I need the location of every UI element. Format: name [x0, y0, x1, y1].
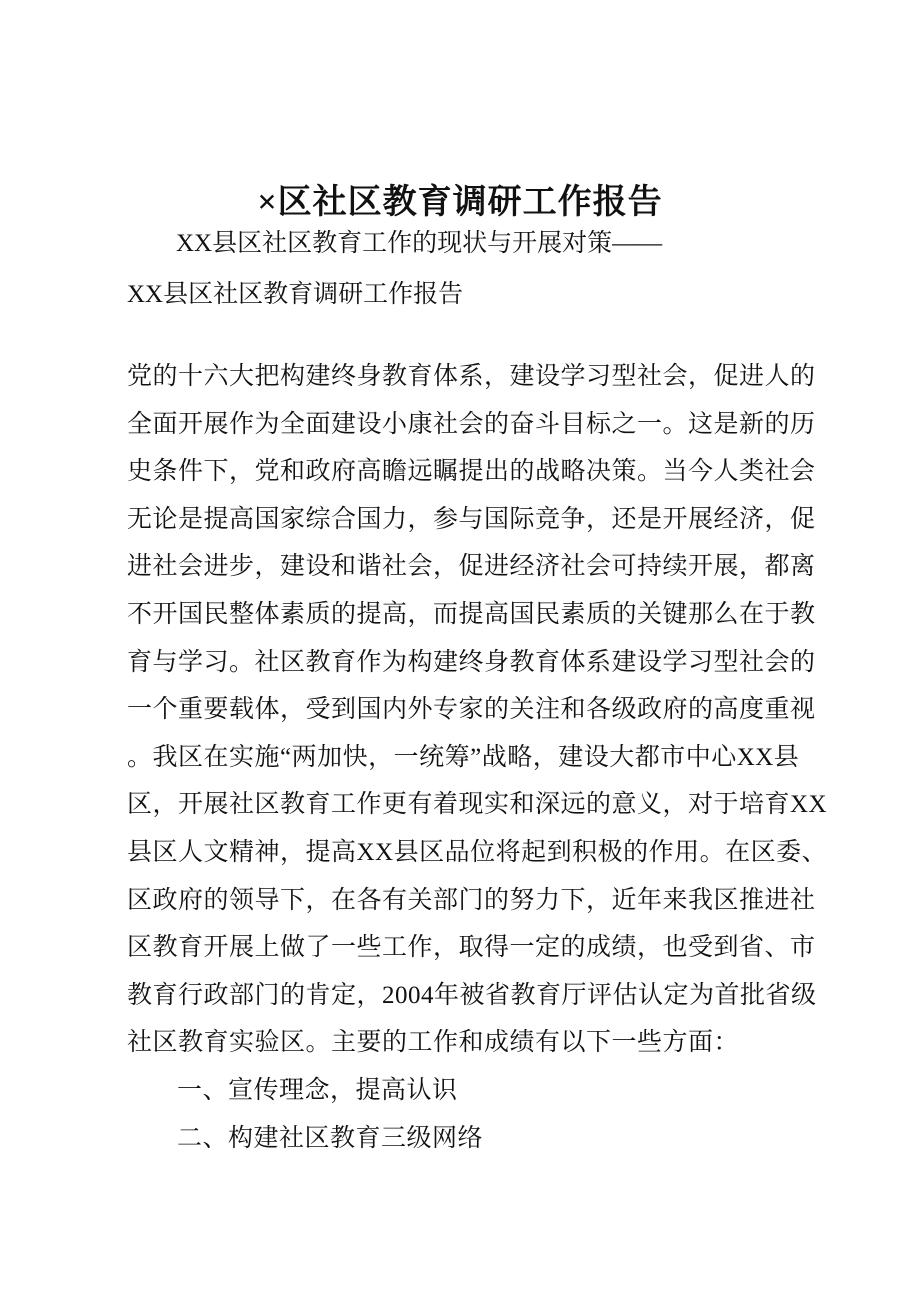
- subtitle-paragraph: [127, 218, 817, 320]
- body-line: 。我区在实施“两加快，一统筹”战略，建设大都市中心XX县: [127, 743, 800, 771]
- body-line: 区教育开展上做了一些工作，取得一定的成绩，也受到省、市: [127, 934, 816, 962]
- body-line: 进社会进步，建设和谐社会，促进经济社会可持续开展，都离: [127, 553, 816, 581]
- body-line: 全面开展作为全面建设小康社会的奋斗目标之一。这是新的历: [127, 410, 816, 438]
- section-heading-1: 一、宣传理念，提高认识: [177, 1076, 458, 1104]
- body-line: 区政府的领导下，在各有关部门的努力下，近年来我区推进社: [127, 886, 816, 914]
- body-line: 社区教育实验区。主要的工作和成绩有以下一些方面：: [127, 1029, 740, 1057]
- body-line: 无论是提高国家综合国力，参与国际竞争，还是开展经济，促: [127, 505, 816, 533]
- subtitle-line-2: XX县区社区教育调研工作报告: [127, 281, 464, 308]
- section-heading-2: 二、构建社区教育三级网络: [177, 1124, 484, 1152]
- document-title: ×区社区教育调研工作报告: [257, 183, 663, 221]
- body-line: 县区人文精神，提高XX县区品位将起到积极的作用。在区委、: [127, 838, 828, 866]
- body-line: 区，开展社区教育工作更有着现实和深远的意义，对于培育XX: [127, 791, 828, 819]
- body-line: 党的十六大把构建终身教育体系，建设学习型社会，促进人的: [127, 363, 816, 390]
- body-line: 一个重要载体，受到国内外专家的关注和各级政府的高度重视: [127, 696, 816, 724]
- body-line: 教育行政部门的肯定，2004年被省教育厅评估认定为首批省级: [127, 981, 817, 1009]
- body-paragraph: [127, 353, 827, 1162]
- body-line: 不开国民整体素质的提高，而提高国民素质的关键那么在于教: [127, 600, 816, 628]
- subtitle-line-1: XX县区社区教育工作的现状与开展对策——: [176, 230, 663, 257]
- body-line: 史条件下，党和政府高瞻远瞩提出的战略决策。当今人类社会: [127, 458, 816, 486]
- body-line: 育与学习。社区教育作为构建终身教育体系建设学习型社会的: [127, 648, 816, 676]
